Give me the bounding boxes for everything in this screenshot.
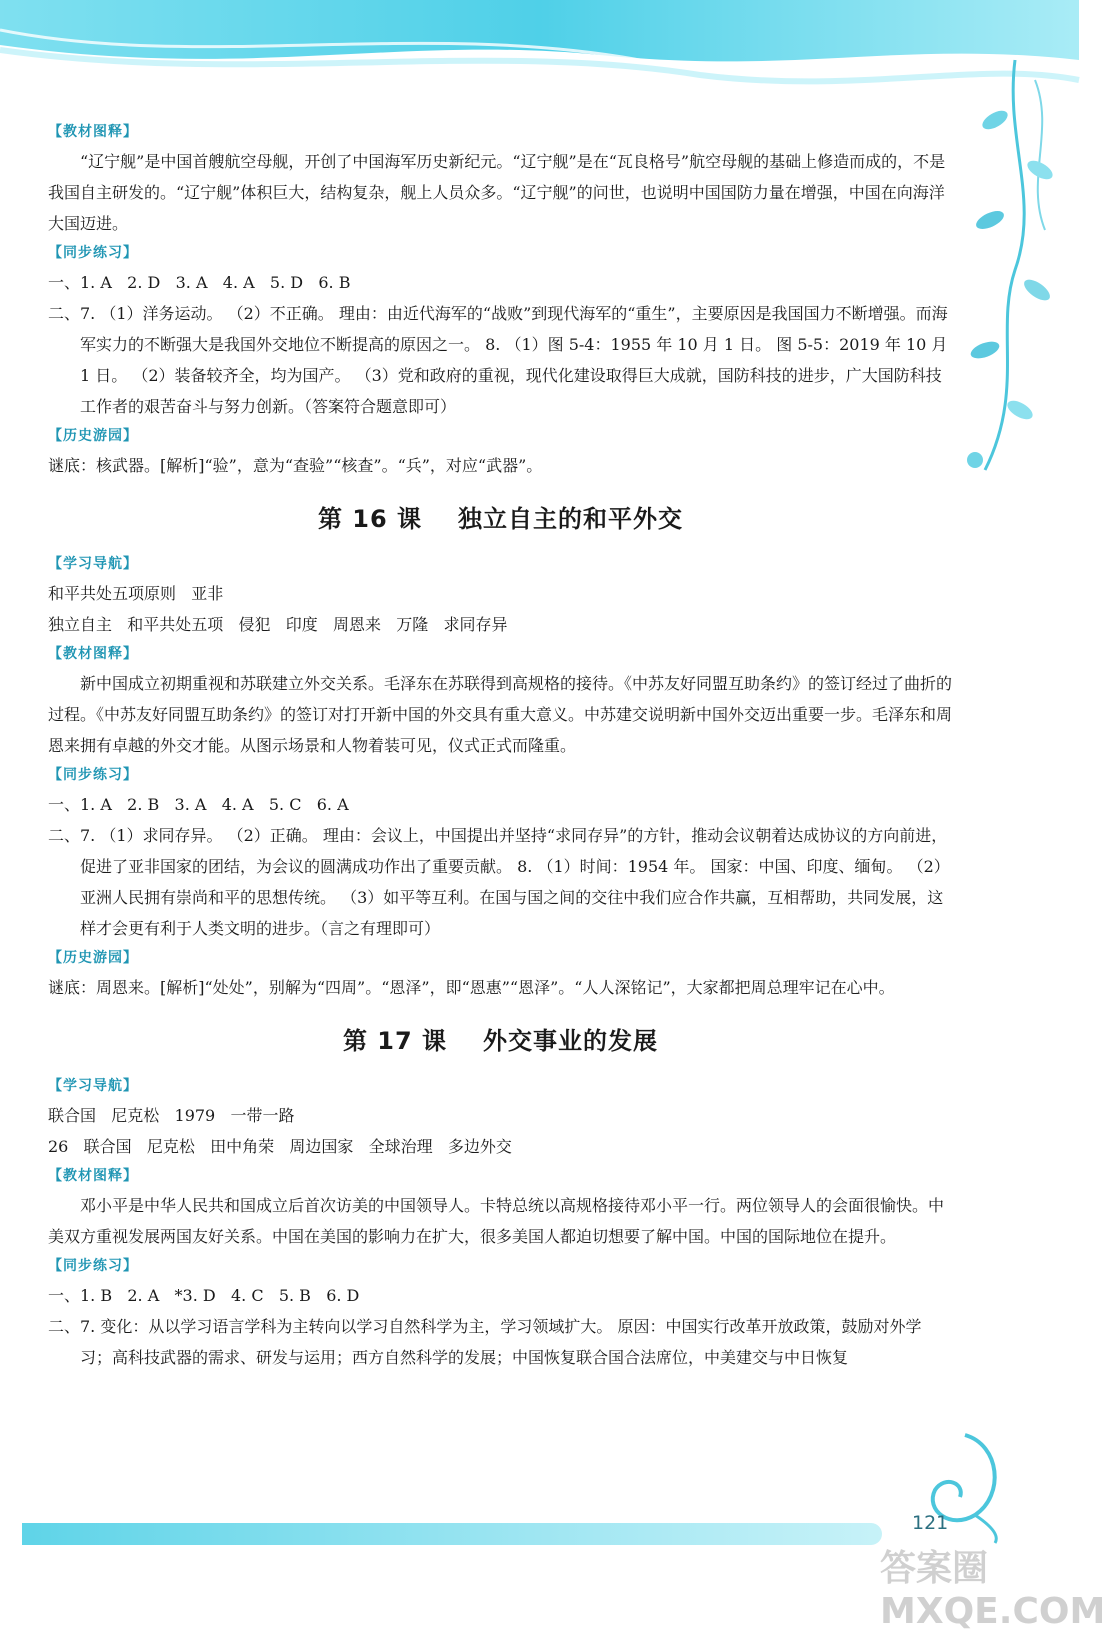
tag-textbook-figure: 【教材图释】 [48, 1168, 138, 1184]
study-guide-line-1: 联合国 尼克松 1979 一带一路 [48, 1106, 295, 1125]
riddle-answer: 谜底：核武器。[解析]“验”，意为“查验”“核查”。“兵”，对应“武器”。 [48, 456, 543, 475]
answers-choice: 一、1. A 2. B 3. A 4. A 5. C 6. A [48, 795, 349, 814]
lesson-number: 第 16 课 [317, 505, 423, 533]
tag-sync-practice: 【同步练习】 [48, 767, 138, 783]
answers-open: 二、7. （1）求同存异。 （2）正确。 理由：会议上，中国提出并坚持“求同存异”的方针，推动会议朝着达成协议的方向前进，促进了亚非国家的团结，为会议的圆满成功作出了重要贡献。 8. （1）时间：1954 年。 国家：中国、印度、缅甸。 （2）亚洲人民拥有崇尚和平的思想传统。 （3）如平等互利。在国与国之间的交往中我们应合作共赢，互相帮助，共同发展，这样才会更有利于人类文明的进步。（言之有理即可） [48, 826, 950, 938]
bottom-decor-band [22, 1523, 882, 1545]
page-content [48, 118, 953, 1373]
tag-textbook-figure: 【教材图释】 [48, 124, 138, 140]
lesson-16-heading [48, 499, 953, 534]
lesson-title: 独立自主的和平外交 [458, 505, 684, 533]
site-watermark: 答案圈 MXQE.COM [880, 1548, 1105, 1632]
lesson-title: 外交事业的发展 [483, 1027, 659, 1055]
tag-study-guide: 【学习导航】 [48, 556, 138, 572]
tag-sync-practice: 【同步练习】 [48, 245, 138, 261]
study-guide-line-2: 独立自主 和平共处五项 侵犯 印度 周恩来 万隆 求同存异 [48, 615, 508, 634]
textbook-figure-text: “辽宁舰”是中国首艘航空母舰，开创了中国海军历史新纪元。“辽宁舰”是在“瓦良格号”航空母舰的基础上修造而成的，不是我国自主研发的。“辽宁舰”体积巨大，结构复杂，舰上人员众多。“辽宁舰”的问世，也说明中国国防力量在增强，中国在向海洋大国迈进。 [48, 152, 946, 233]
study-guide-line-1: 和平共处五项原则 亚非 [48, 584, 224, 603]
study-guide-line-2: 26 联合国 尼克松 田中角荣 周边国家 全球治理 多边外交 [48, 1137, 512, 1156]
lesson-number: 第 17 课 [342, 1027, 448, 1055]
answers-open: 二、7. 变化：从以学习语言学科为主转向以学习自然科学为主，学习领域扩大。 原因：中国实行改革开放政策，鼓励对外学习；高科技武器的需求、研发与运用；西方自然科学的发展；中国恢复联合国合法席位，中美建交与中日恢复 [48, 1317, 922, 1367]
riddle-answer: 谜底：周恩来。[解析]“处处”，别解为“四周”。“恩泽”，即“恩惠”“恩泽”。“人人深铭记”，大家都把周总理牢记在心中。 [48, 978, 895, 997]
lesson-17-heading [48, 1021, 953, 1056]
textbook-figure-text: 邓小平是中华人民共和国成立后首次访美的中国领导人。卡特总统以高规格接待邓小平一行。两位领导人的会面很愉快。中美双方重视发展两国友好关系。中国在美国的影响力在扩大，很多美国人都迫切想要了解中国。中国的国际地位在提升。 [48, 1196, 945, 1246]
tag-sync-practice: 【同步练习】 [48, 1258, 138, 1274]
tag-history-garden: 【历史游园】 [48, 428, 138, 444]
textbook-figure-text: 新中国成立初期重视和苏联建立外交关系。毛泽东在苏联得到高规格的接待。《中苏友好同盟互助条约》的签订经过了曲折的过程。《中苏友好同盟互助条约》的签订对打开新中国的外交具有重大意义。中苏建交说明新中国外交迈出重要一步。毛泽东和周恩来拥有卓越的外交才能。从图示场景和人物着装可见，仪式正式而隆重。 [48, 674, 953, 755]
answers-choice: 一、1. A 2. D 3. A 4. A 5. D 6. B [48, 273, 351, 292]
tag-history-garden: 【历史游园】 [48, 950, 138, 966]
vine-decoration [945, 60, 1079, 480]
answers-open: 二、7. （1）洋务运动。 （2）不正确。 理由：由近代海军的“战败”到现代海军的“重生”，主要原因是我国国力不断增强。而海军实力的不断强大是我国外交地位不断提高的原因之一。 8. （1）图 5-4：1955 年 10 月 1 日。 图 5-5：2019 年 10 月 1 日。 （2）装备较齐全，均为国产。 （3）党和政府的重视，现代化建设取得巨大成就，国防科技的进步，广大国防科技工作者的艰苦奋斗与努力创新。（答案符合题意即可） [48, 304, 948, 416]
page-number: 121 [912, 1512, 949, 1534]
tag-textbook-figure: 【教材图释】 [48, 646, 138, 662]
answers-choice: 一、1. B 2. A *3. D 4. C 5. B 6. D [48, 1286, 360, 1305]
tag-study-guide: 【学习导航】 [48, 1078, 138, 1094]
top-decor-band [0, 0, 1079, 95]
